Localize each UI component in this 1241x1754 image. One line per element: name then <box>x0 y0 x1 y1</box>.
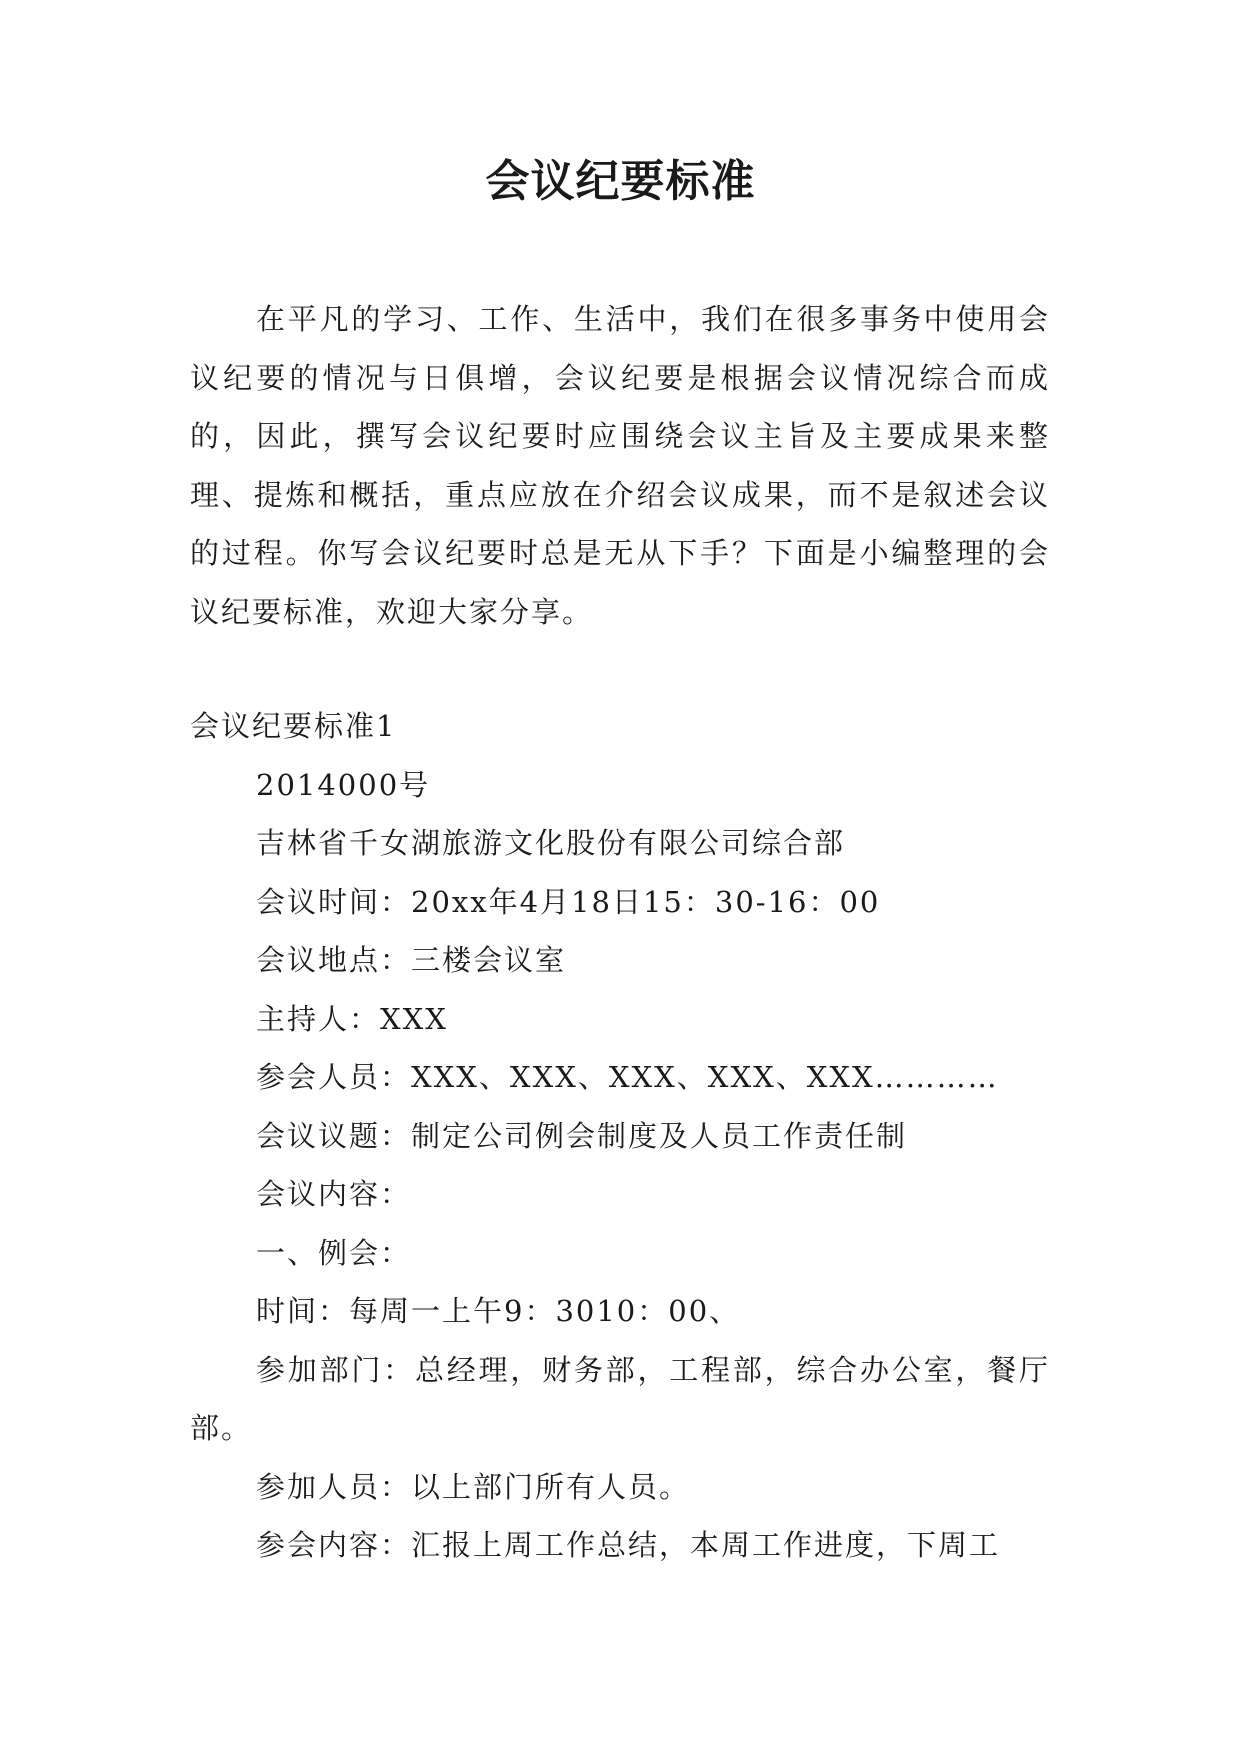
document-number: 2014000号 <box>256 767 431 802</box>
meeting-minutes-body <box>190 697 1050 1575</box>
meeting-time: 会议时间：20xx年4月18日15：30-16：00 <box>256 884 881 919</box>
meeting-attendees: 参会人员：XXX、XXX、XXX、XXX、XXX………… <box>256 1060 999 1094</box>
item-one-heading: 一、例会： <box>256 1235 412 1270</box>
organization-name: 吉林省千女湖旅游文化股份有限公司综合部 <box>256 826 846 860</box>
participating-staff: 参加人员：以上部门所有人员。 <box>256 1469 691 1504</box>
meeting-place: 会议地点：三楼会议室 <box>256 943 567 977</box>
meeting-content-label: 会议内容： <box>256 1177 412 1211</box>
section-heading: 会议纪要标准1 <box>190 709 397 743</box>
meeting-topic: 会议议题：制定公司例会制度及人员工作责任制 <box>256 1118 908 1153</box>
intro-paragraph: 在平凡的学习、工作、生活中，我们在很多事务中使用会议纪要的情况与日俱增，会议纪要是根据会议情况综合而成的，因此，撰写会议纪要时应围绕会议主旨及主要成果来整理、提炼和概括，重点应放在介绍会议成果，而不是叙述会议的过程。你写会议纪要时总是无从下手？下面是小编整理的会议纪要标准，欢迎大家分享。 <box>190 302 1050 629</box>
meeting-host: 主持人：XXX <box>256 1001 448 1036</box>
regular-meeting-time: 时间：每周一上午9：3010：00、 <box>256 1294 741 1328</box>
participating-departments: 参加部门：总经理，财务部，工程部，综合办公室，餐厅部。 <box>190 1352 1050 1445</box>
document-title: 会议纪要标准 <box>485 156 756 207</box>
meeting-agenda-content: 参会内容：汇报上周工作总结，本周工作进度，下周工 <box>256 1528 1001 1562</box>
